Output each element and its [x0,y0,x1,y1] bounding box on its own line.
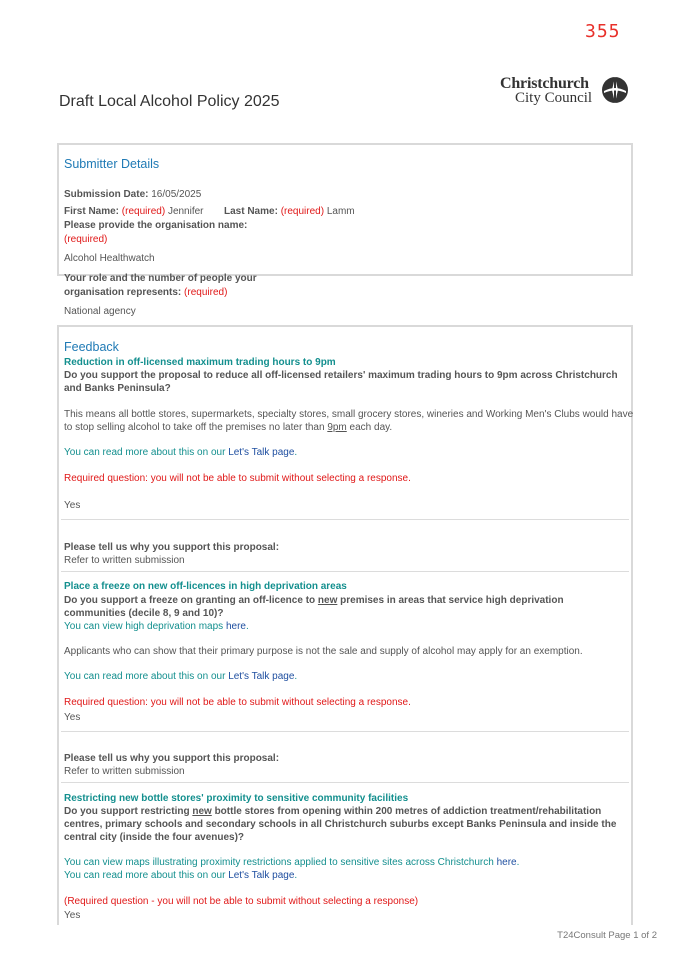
q3-answer: Yes [64,910,81,921]
q3-question-line-1 [64,805,601,818]
submitter-heading: Submitter Details [64,157,160,171]
divider [61,731,629,732]
last-name-row [224,205,355,218]
q2-title: Place a freeze on new off-licences in high deprivation areas [64,581,347,592]
page-footer [557,930,657,941]
council-logo [500,75,630,109]
q3-question-line-3: central city (inside the four avenues)? [64,832,245,843]
submission-date-value: 16/05/2025 [151,189,202,200]
q3-read-more-text: You can read more about this on our [64,870,229,881]
q1-question-line-1: Do you support the proposal to reduce all off-licensed retailers' maximum trading hours to 9pm across Christchurch [64,370,618,381]
q2-read-more [64,670,297,683]
q1-info-end: each day. [346,422,393,433]
q3-lets-talk-link[interactable]: Let's Talk page [228,870,295,881]
q3-question-line-2: centres, primary schools and secondary schools in all Christchurch suburbs except Banks Peninsula and inside the [64,819,617,830]
feedback-heading: Feedback [64,340,119,354]
first-name-value: Jennifer [167,206,204,217]
org-required: (required) [64,234,108,245]
logo-line-1: Christchurch [500,75,589,92]
q2-question-text: Do you support a freeze on granting an off-licence to [64,595,318,606]
q1-read-more [64,446,297,459]
q3-question-rest: bottle stores from opening within 200 metres of addiction treatment/rehabilitation [211,806,602,817]
q1-why-label: Please tell us why you support this proposal: [64,542,280,553]
q1-read-more-end: . [294,447,298,458]
q1-question-line-2: and Banks Peninsula? [64,383,171,394]
q1-info-line-2 [64,421,392,434]
q2-read-more-end: . [294,671,298,682]
q2-exemption: Applicants who can show that their primary purpose is not the sale and supply of alcohol may apply for an exemption. [64,646,583,657]
logo-line-2: City Council [515,90,593,106]
q3-maps-line [64,856,519,869]
last-name-required: (required) [280,206,325,217]
q1-info-text: to stop selling alcohol to take off the premises no later than [64,422,328,433]
submission-date-row [64,188,201,201]
divider [61,571,629,572]
q2-maps-line [64,620,249,633]
last-name-label: Last Name: [224,206,278,217]
q1-answer: Yes [64,500,81,511]
document-title: Draft Local Alcohol Policy 2025 [59,93,280,110]
q2-why-value: Refer to written submission [64,766,185,777]
q3-read-more [64,869,297,882]
footer-source: T24Consult [557,930,606,941]
q2-maps-link[interactable]: here [225,621,246,632]
role-label-line-1: Your role and the number of people your [64,273,257,284]
last-name-value: Lamm [326,206,355,217]
q2-lets-talk-link[interactable]: Let's Talk page [228,671,295,682]
q3-question-new: new [192,806,212,817]
q2-question-line-1 [64,594,564,607]
q2-read-more-text: You can read more about this on our [64,671,229,682]
q3-question-text: Do you support restricting [64,806,193,817]
q2-question-line-2: communities (decile 8, 9 and 10)? [64,608,224,619]
q2-maps-end: . [245,621,249,632]
footer-page: Page 1 of 2 [608,930,657,941]
q3-required-notice: (Required question - you will not be able to submit without selecting a response) [64,896,419,907]
q3-maps-end: . [516,857,520,868]
org-value: Alcohol Healthwatch [64,253,155,264]
role-label-text: organisation represents: [64,287,182,298]
q1-lets-talk-link[interactable]: Let's Talk page [228,447,295,458]
divider [61,519,629,520]
q2-answer: Yes [64,712,81,723]
q2-question-rest: premises in areas that service high deprivation [337,595,564,606]
q3-read-more-end: . [294,870,298,881]
q2-why-label: Please tell us why you support this proposal: [64,753,280,764]
q1-read-more-text: You can read more about this on our [64,447,229,458]
page-number: 355 [585,21,621,42]
role-required: (required) [184,287,228,298]
first-name-required: (required) [121,206,166,217]
q1-info-9pm: 9pm [327,422,347,433]
first-name-row [64,205,204,218]
divider [61,782,629,783]
q3-maps-link[interactable]: here [496,857,517,868]
q3-maps-text: You can view maps illustrating proximity restrictions applied to sensitive sites across Christchurch [64,857,497,868]
q1-info-line-1: This means all bottle stores, supermarkets, specialty stores, small grocery stores, wineries and Working Men's Clubs would have [64,409,634,420]
q3-title: Restricting new bottle stores' proximity to sensitive community facilities [64,793,409,804]
q2-question-new: new [317,595,338,606]
first-name-label: First Name: [64,206,120,217]
role-label-line-2 [64,286,227,299]
submission-date-label: Submission Date: [64,189,149,200]
q2-maps-text: You can view high deprivation maps [64,621,226,632]
q1-title: Reduction in off-licensed maximum trading hours to 9pm [64,357,336,368]
q1-required-notice: Required question: you will not be able to submit without selecting a response. [64,473,411,484]
cathedral-icon [601,75,629,105]
org-label: Please provide the organisation name: [64,220,248,231]
q2-required-notice: Required question: you will not be able to submit without selecting a response. [64,697,411,708]
role-value: National agency [64,306,136,317]
q1-why-value: Refer to written submission [64,555,185,566]
